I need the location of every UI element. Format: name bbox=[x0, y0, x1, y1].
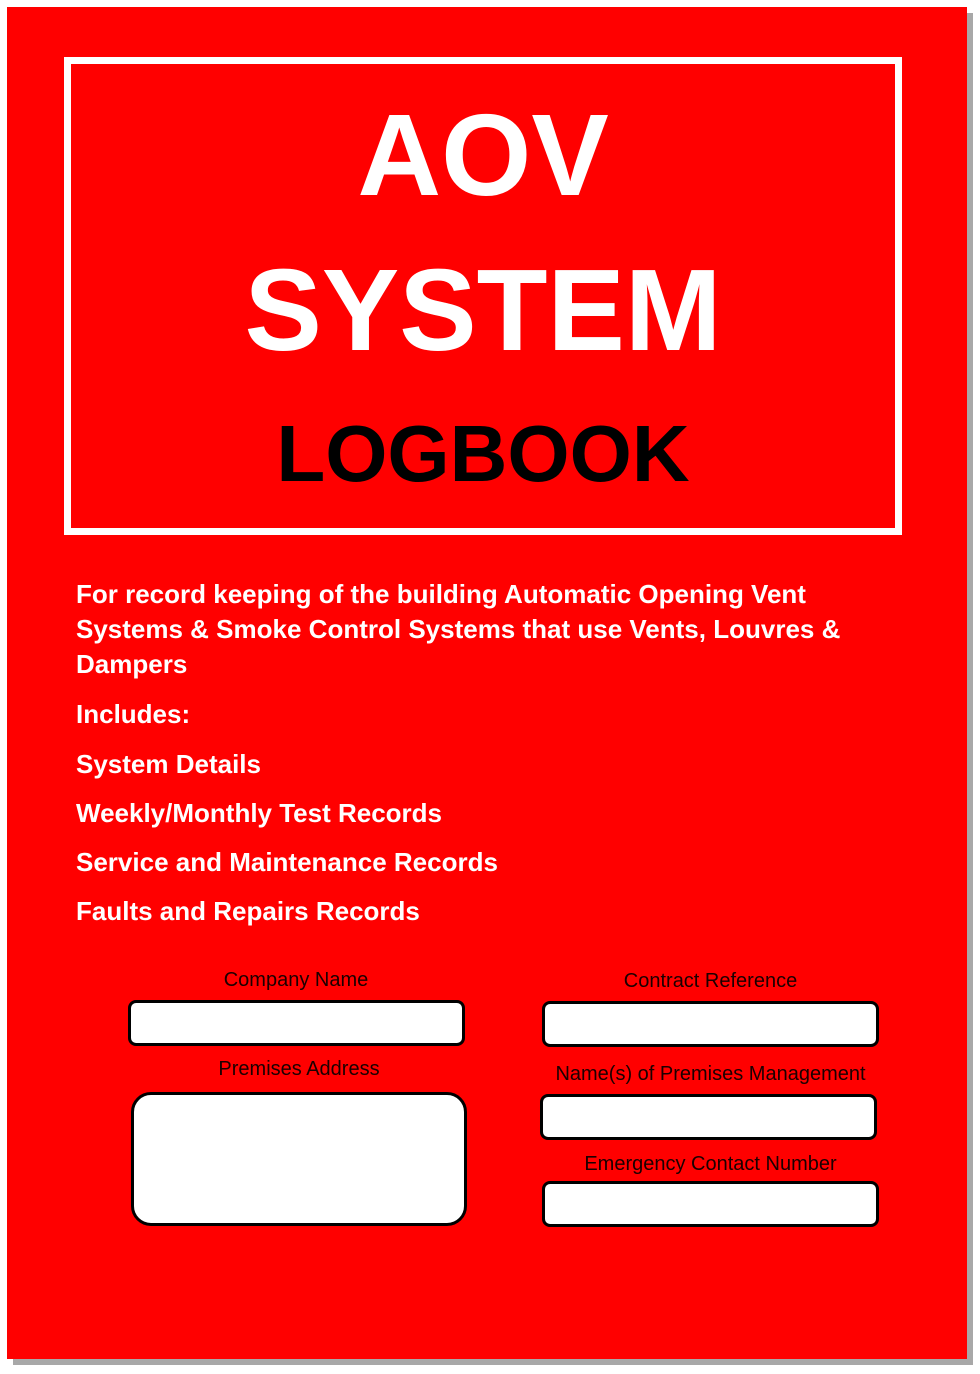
includes-heading: Includes: bbox=[76, 699, 191, 729]
premises-address-field[interactable] bbox=[131, 1092, 467, 1226]
includes-item-system-details: System Details bbox=[76, 749, 261, 779]
premises-management-field[interactable] bbox=[540, 1094, 877, 1140]
company-name-field[interactable] bbox=[128, 1000, 465, 1046]
includes-item-test-records: Weekly/Monthly Test Records bbox=[76, 798, 443, 828]
title-system: SYSTEM bbox=[244, 245, 722, 375]
premises-management-label: Name(s) of Premises Management bbox=[555, 1063, 866, 1085]
description-text: For record keeping of the building Automatic Opening Vent Systems & Smoke Control Systems that use Vents, Louvres & Dampers bbox=[76, 579, 841, 679]
includes-item-service-records: Service and Maintenance Records bbox=[76, 847, 498, 877]
includes-item-faults-records: Faults and Repairs Records bbox=[76, 896, 420, 926]
emergency-contact-field[interactable] bbox=[542, 1181, 879, 1227]
title-logbook: LOGBOOK bbox=[276, 409, 690, 498]
title-frame bbox=[64, 57, 902, 535]
logbook-cover bbox=[7, 7, 967, 1359]
contract-reference-label: Contract Reference bbox=[623, 970, 798, 992]
premises-address-label: Premises Address bbox=[218, 1058, 380, 1080]
title-aov: AOV bbox=[357, 90, 609, 220]
emergency-contact-label: Emergency Contact Number bbox=[584, 1153, 837, 1175]
contract-reference-field[interactable] bbox=[542, 1001, 879, 1047]
company-name-label: Company Name bbox=[223, 969, 369, 991]
